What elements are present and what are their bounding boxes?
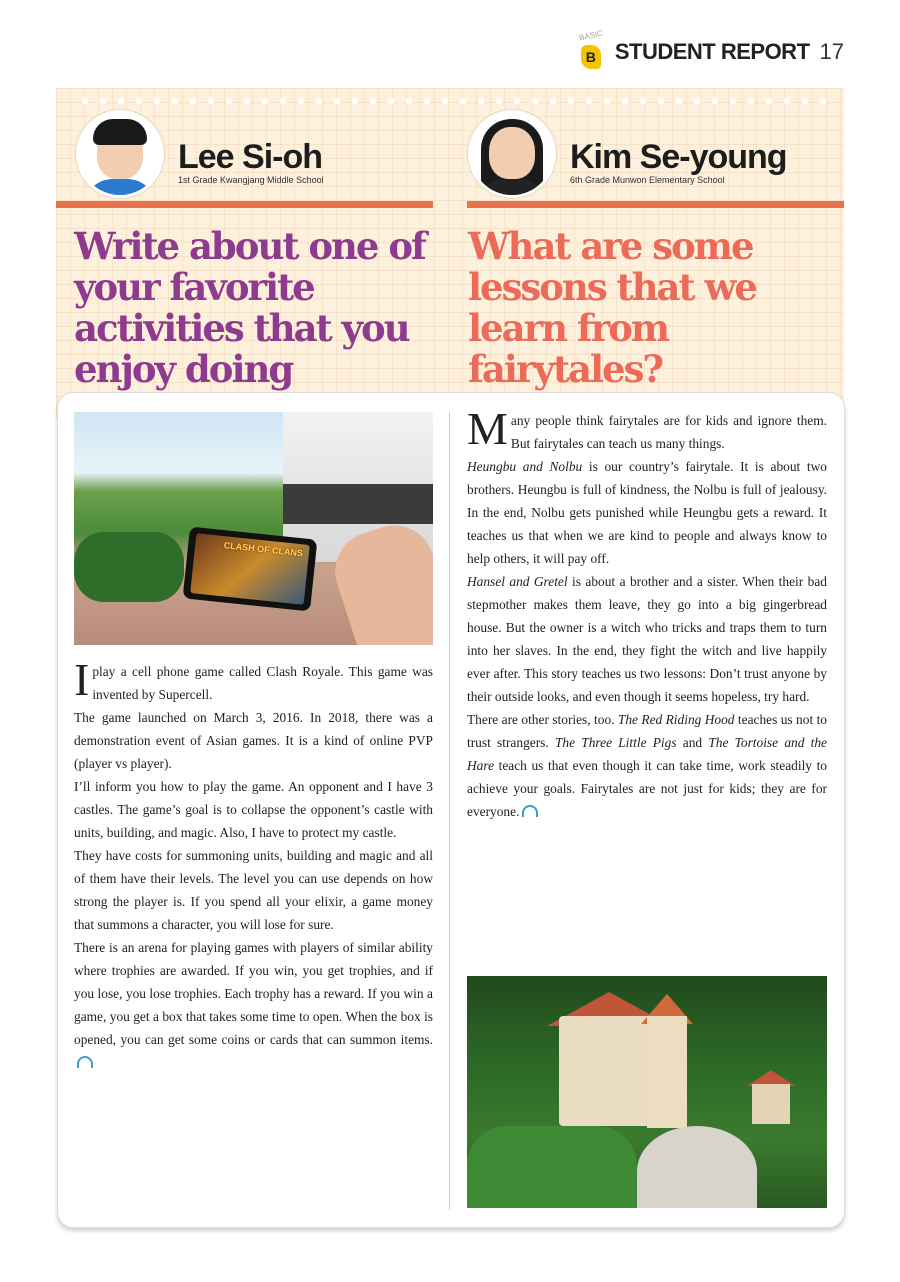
page-header bbox=[577, 30, 844, 74]
paragraph: Many people think fairytales are for kids and ignore them. But fairytales can teach us many things. bbox=[467, 403, 827, 454]
section-title: STUDENT REPORT bbox=[614, 39, 810, 64]
student-name: Lee Si-oh bbox=[178, 138, 323, 176]
story-title: Heungbu and Nolbu bbox=[467, 459, 583, 474]
paragraph: I’ll inform you how to play the game. An opponent and I have 3 castles. The game’s goal is to collapse the opponent’s castle with units, building, and magic. Also, I have to protect my castle. bbox=[74, 779, 433, 840]
page-number: 17 bbox=[819, 39, 844, 64]
drop-cap: I bbox=[74, 654, 90, 705]
phone-image bbox=[183, 527, 318, 612]
paragraph: Heungbu and Nolbu is our country’s fairytale. It is about two brothers. Heungbu is full of kindness, the Nolbu is full of jealousy. In the end, Nolbu gets punished while Heungbu gets a reward. It teaches us that when we are kind to people and always know to help others, it will pay off. bbox=[467, 459, 827, 566]
story-title: Hansel and Gretel bbox=[467, 574, 568, 589]
profile-right bbox=[468, 110, 787, 198]
paragraph: There are other stories, too. The Red Riding Hood teaches us not to trust strangers. The Three Little Pigs and The Tortoise and the Hare teach us that even though it can take time, work steadily to achieve your goals. Fairytales are not just for kids; they are for everyone. bbox=[467, 712, 827, 819]
decorative-dots bbox=[76, 96, 836, 106]
article-right bbox=[467, 403, 827, 823]
paragraph: They have costs for summoning units, building and magic and all of them have their levels. The level you can use depends on how strong the player is. If you spend all your elixir, a game money that summons a character, you will lose for sure. bbox=[74, 848, 433, 932]
column-divider bbox=[449, 412, 450, 1210]
student-name: Kim Se-young bbox=[570, 138, 787, 176]
brand-small-text: BASIC bbox=[578, 28, 604, 43]
story-title: The Red Riding Hood bbox=[617, 712, 735, 727]
story-title: The Three Little Pigs bbox=[554, 735, 677, 750]
brand-letter: B bbox=[581, 45, 601, 69]
game-photo bbox=[74, 412, 433, 645]
headphones-icon bbox=[77, 1056, 93, 1068]
student-school: 1st Grade Kwangjang Middle School bbox=[178, 175, 324, 185]
paragraph: There is an arena for playing games with players of similar ability where trophies are awarded. If you win, you get trophies, and if you lose, you lose trophies. Each trophy has a reward. If you win a game, you get a box that takes some time to open. When the box is opened, you can get some coins or cards that can summon items. bbox=[74, 936, 433, 1074]
game-logo-text: CLASH OF CLANS bbox=[223, 540, 304, 559]
paragraph: The game launched on March 3, 2016. In 2018, there was a demonstration event of Asian games. It is a kind of online PVP (player vs player). bbox=[74, 710, 433, 771]
basic-logo bbox=[577, 28, 607, 73]
story-title: The Tortoise and the Hare bbox=[467, 735, 827, 773]
student-school: 6th Grade Munwon Elementary School bbox=[570, 175, 725, 185]
drop-cap: M bbox=[467, 403, 508, 454]
fairytale-house-photo bbox=[467, 976, 827, 1208]
question-heading-left: Write about one of your favorite activities that you enjoy doing bbox=[74, 224, 425, 391]
article-left bbox=[74, 654, 433, 1074]
headphones-icon bbox=[522, 805, 538, 817]
profile-left bbox=[76, 110, 324, 198]
paragraph: I play a cell phone game called Clash Royale. This game was invented by Supercell. bbox=[74, 654, 433, 705]
divider-rule-left bbox=[56, 201, 433, 208]
divider-rule-right bbox=[467, 201, 844, 208]
question-heading-right: What are some lessons that we learn from fairytales? bbox=[468, 224, 756, 391]
avatar bbox=[468, 110, 556, 198]
paragraph: Hansel and Gretel is about a brother and a sister. When their bad stepmother makes them leave, they go into a big gingerbread house. But the owner is a witch who tricks and traps them to turn into her slaves. In the end, they fight the witch and live happily ever after. This story teaches us two lessons: Don’t trust anyone by their outside looks, and even though it seems hopeless, try hard. bbox=[467, 574, 827, 704]
avatar bbox=[76, 110, 164, 198]
